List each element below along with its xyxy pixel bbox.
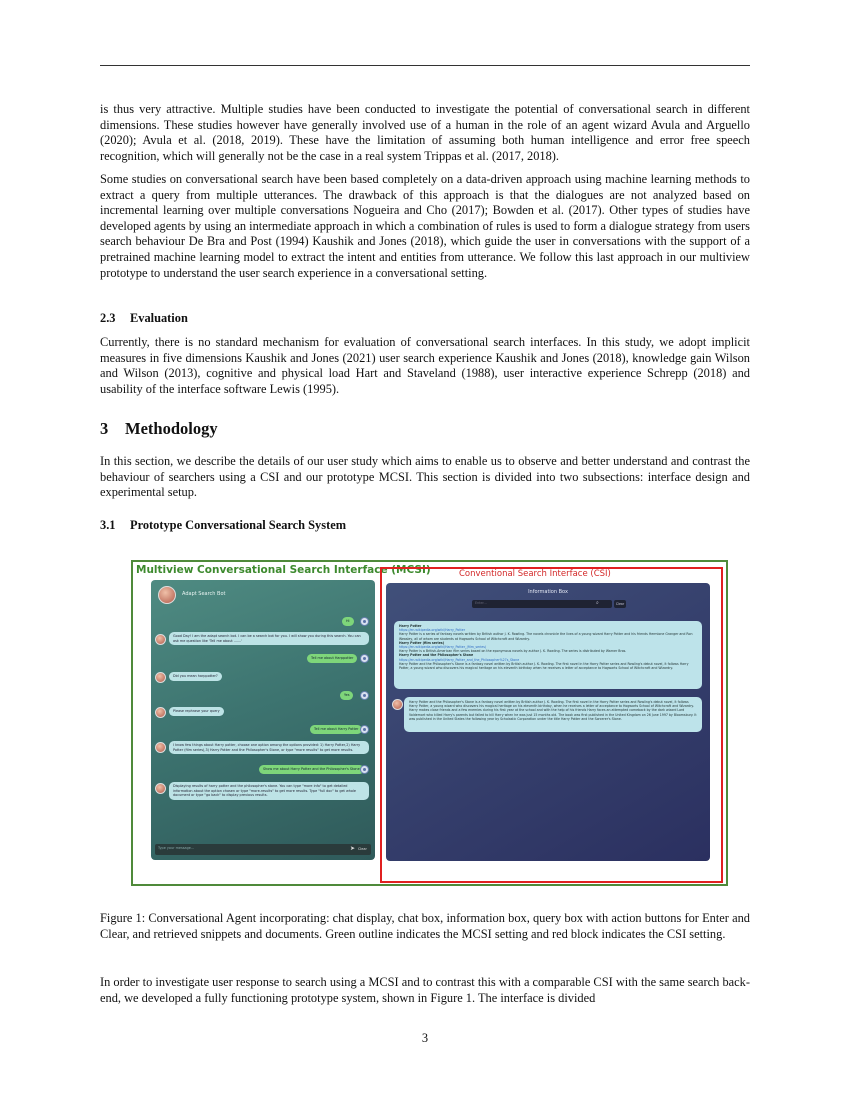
- information-box-title: Information Box: [528, 589, 568, 595]
- snippet-link[interactable]: https://en.wikipedia.org/wiki/Harry_Potter_(film_series): [399, 645, 487, 650]
- chat-header: [151, 580, 375, 608]
- search-icon[interactable]: ⌕: [596, 601, 599, 606]
- document-box: Harry Potter and the Philosopher's Stone is a fantasy novel written by British author J. K. Rowling. The first novel in the Harry Potter series and Rowling's debut novel, it follows Harry Potter, a young wizard who discovers his magical heritage on his eleventh birthday, when he receives a letter of acceptance to Hogwarts School of Witchcraft and Wizardry. Harry makes close friends and a few enemies during his first year at the school and with the help of his friends Harry faces an attempted comeback by the dark wizard Lord Voldemort who killed Harry's parents but failed to kill Harry when he was just 15 months old. The book was first published in the United Kingdom on 26 June 1997 by Bloomsbury. It was published in the United States the following year by Scholastic Corporation under the title Harry Potter and the Sorcerer's Stone.: [404, 697, 702, 732]
- snippet-link[interactable]: https://en.wikipedia.org/wiki/Harry_Potter: [399, 628, 466, 633]
- send-icon[interactable]: ➤: [350, 846, 356, 852]
- snippet-text: Harry Potter is a series of fantasy novels written by British author J. K. Rowling. The novels chronicle the lives of a young wizard Harry Potter and his friends Hermione Granger and Ron Weasley, all of whom are students at Hogwarts School of Witchcraft and Wizardry.: [399, 632, 693, 641]
- figure-1: [131, 560, 728, 886]
- user-avatar-icon: [360, 725, 369, 734]
- user-message: Yes: [340, 691, 353, 700]
- bot-name: Adapt Search Bot: [182, 591, 226, 597]
- user-avatar-icon: [360, 691, 369, 700]
- snippet-title[interactable]: Harry Potter (film series): [399, 640, 445, 645]
- bot-avatar-icon: [392, 699, 403, 710]
- paragraph-intro: is thus very attractive. Multiple studies have been conducted to investigate the potential of conversational search in different dimensions. These studies however have generally involved use of a human in the role of an agent wizard Avula and Arguello (2020); Avula et al. (2018, 2019). These have the limitation of assuming both human intelligence and error free speech recognition, which will generally not be the case in a real system Trippas et al. (2017, 2018).: [100, 102, 750, 163]
- user-avatar-icon: [360, 617, 369, 626]
- section-title: Evaluation: [130, 311, 188, 325]
- chat-input-bar: [155, 844, 371, 855]
- section-number: 3: [100, 419, 109, 438]
- section-3-heading: [100, 419, 218, 439]
- paragraph-related-work: Some studies on conversational search have been based completely on a data-driven approach using machine learning methods to extract a query from multiple utterances. The drawback of this approach is that the dialogues are not analyzed based on incremental learning over multiple conversations Nogueira and Cho (2017); Bowden et al. (2017). Other types of studies have developed agents by using an intermediate approach in which a combination of rules is used to form a dialogue strategy from users search behaviour De Bra and Post (1994) Kaushik and Jones (2018), which guide the user in conversations with the support of a pretrained machine learning model to extract the intent and entities from utterance. We follow this last approach in our multiview prototype to understand the user search experience in a conversational setting.: [100, 172, 750, 280]
- section-3-1-heading: [100, 518, 346, 533]
- query-input[interactable]: Enter...: [475, 601, 487, 605]
- page-number: 3: [421, 1031, 429, 1045]
- snippet-link[interactable]: https://en.wikipedia.org/wiki/Harry_Potter_and_the_Philosopher%27s_Stone: [399, 657, 520, 662]
- section-number: 3.1: [100, 518, 116, 532]
- user-message: Tell me about Harppotter: [307, 654, 357, 663]
- bot-message: Please rephrase your query: [169, 707, 224, 716]
- information-panel: [386, 583, 710, 861]
- user-message: Hi: [342, 617, 354, 626]
- user-avatar-icon: [360, 765, 369, 774]
- bot-message: Displaying results of harry potter and the philosopher's stone. You can type "more info" to get detailed information about the option chosen or type "more-results" to get more results. Type "full doc" to get whole document or type "go back" to display previous results.: [169, 782, 369, 800]
- user-message: Show me about Harry Potter and the Philosopher's Stone: [259, 765, 364, 774]
- section-title: Prototype Conversational Search System: [130, 518, 347, 532]
- bot-avatar-icon: [155, 783, 166, 794]
- csi-label: Conventional Search Interface (CSI): [459, 569, 611, 579]
- user-message: Tell me about Harry Potter: [310, 725, 362, 734]
- snippet-text: Harry Potter is a British-American film series based on the eponymous novels by author J. K. Rowling. The series is distributed by Warner Bros.: [399, 649, 627, 654]
- snippet-title[interactable]: Harry Potter: [399, 624, 422, 628]
- section-2-3-heading: [100, 311, 188, 326]
- query-box: [472, 600, 612, 608]
- bot-avatar-icon: [155, 634, 166, 645]
- paragraph-prototype: In order to investigate user response to search using a MCSI and to contrast this with a comparable CSI with the same search back-end, we developed a fully functioning prototype system, shown in Figure 1. The interface is divided: [100, 975, 750, 1005]
- query-clear-button[interactable]: Clear: [615, 602, 625, 606]
- bot-avatar: [158, 586, 176, 604]
- user-avatar-icon: [360, 654, 369, 663]
- chat-input[interactable]: Type your message...: [158, 846, 195, 850]
- bot-avatar-icon: [155, 672, 166, 683]
- bot-avatar-icon: [155, 707, 166, 718]
- header-rule: [100, 65, 750, 66]
- figure-caption: Figure 1: Conversational Agent incorporating: chat display, chat box, information box, query box with action buttons for Enter and Clear, and retrieved snippets and documents. Green outline indicates the MCSI setting and red block indicates the CSI setting.: [100, 911, 750, 941]
- snippet-title[interactable]: Harry Potter and the Philosopher's Stone: [399, 653, 474, 658]
- chat-panel: [151, 580, 375, 860]
- bot-message: Did you mean harppotter?: [169, 672, 222, 681]
- snippet-text: Harry Potter and the Philosopher's Stone is a fantasy novel written by British author J. K. Rowling. The first novel in the Harry Potter series and Rowling's debut novel, it follows Harry Potter, a young wizard who discovers his magical heritage on his eleventh birthday when he receives a letter of acceptance to Hogwarts School of Witchcraft and Wizardry.: [399, 661, 689, 671]
- bot-message: I know few things about Harry potter, choose one option among the options provided: 1) Harry Potter,2) Harry Potter (film series),3) Harry Potter and the Philosopher's Stone, or type "more results" to get more results.: [169, 741, 369, 754]
- paragraph-methodology: In this section, we describe the details of our user study which aims to enable us to observe and better understand and contrast the behaviour of searchers using a CSI and our prototype MCSI. This section is divided into two subsections: interface design and experimental setup.: [100, 454, 750, 500]
- chat-clear-button[interactable]: Clear: [358, 847, 367, 851]
- snippets-box: [394, 621, 702, 689]
- paragraph-evaluation: Currently, there is no standard mechanism for evaluation of conversational search interfaces. In this study, we adopt implicit measures in five dimensions Kaushik and Jones (2021) user search experience Kaushik and Jones (2018), knowledge gain Wilson and Wilson (2013), cognitive and physical load Hart and Staveland (1988), user interactive experience Schrepp (2018) and usability of the interface software Lewis (1995).: [100, 335, 750, 396]
- mcsi-label: Multiview Conversational Search Interface (MCSI): [136, 564, 431, 576]
- bot-message: Good Day! I am the adapt search bot. I can be a search bot for you. I will show you during this search. You can ask me question like 'Tell me about .......': [169, 632, 369, 645]
- bot-avatar-icon: [155, 742, 166, 753]
- section-title: Methodology: [125, 419, 218, 438]
- section-number: 2.3: [100, 311, 116, 325]
